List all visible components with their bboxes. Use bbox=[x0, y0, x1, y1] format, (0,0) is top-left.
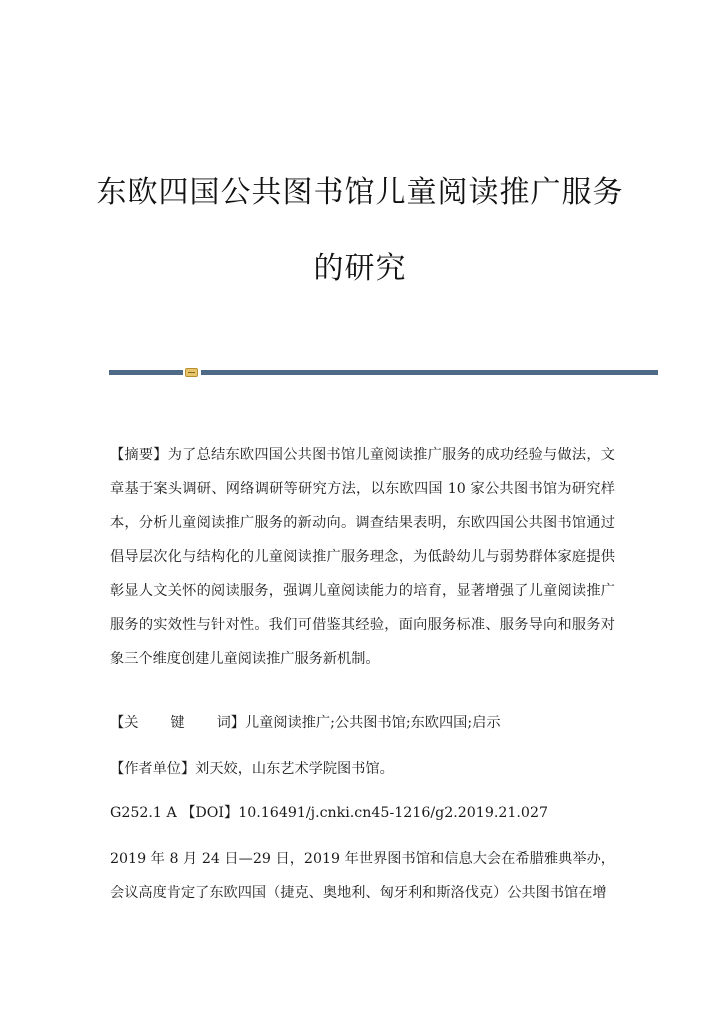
keywords-label-close: 词】 bbox=[216, 715, 245, 731]
author-affiliation bbox=[110, 752, 615, 786]
keywords-label-open: 【关 bbox=[110, 715, 139, 731]
body-paragraph: 2019 年 8 月 24 日—29 日，2019 年世界图书馆和信息大会在希腊雅典举办，会议高度肯定了东欧四国（捷克、奥地利、匈牙利和斯洛伐克）公共图书馆在增 bbox=[110, 851, 615, 901]
paper-title-line-1: 东欧四国公共图书馆儿童阅读推广服务 bbox=[96, 175, 624, 210]
keywords-text: 儿童阅读推广;公共图书馆;东欧四国;启示 bbox=[244, 715, 501, 731]
keywords-label-mid: 键 bbox=[170, 715, 185, 731]
keywords bbox=[110, 706, 615, 740]
title-divider bbox=[109, 368, 658, 376]
classification-doi: G252.1 A 【DOI】10.16491/j.cnki.cn45-1216/g2.2019.21.027 bbox=[110, 805, 549, 821]
author-text: 刘天姣，山东艺术学院图书馆。 bbox=[195, 761, 394, 777]
divider-badge-icon bbox=[185, 368, 198, 377]
paper-title-line-2: 的研究 bbox=[313, 251, 407, 286]
abstract bbox=[110, 438, 615, 676]
author-label: 【作者单位】 bbox=[110, 761, 196, 777]
divider-bar-left bbox=[109, 370, 183, 375]
abstract-label: 【摘要】 bbox=[110, 447, 168, 463]
abstract-text: 为了总结东欧四国公共图书馆儿童阅读推广服务的成功经验与做法，文章基于案头调研、网络调研等研究方法，以东欧四国 10 家公共图书馆为研究样本，分析儿童阅读推广服务的新动向。调查结果表明，东欧四国公共图书馆通过倡导层次化与结构化的儿童阅读推广服务理念，为低龄幼儿与弱势群体家庭提供彰显人文关怀的阅读服务，强调儿童阅读能力的培育，显著增强了儿童阅读推广服务的实效性与针对性。我们可借鉴其经验，面向服务标准、服务导向和服务对象三个维度创建儿童阅读推广服务新机制。 bbox=[110, 447, 615, 667]
divider-bar-right bbox=[201, 370, 658, 375]
